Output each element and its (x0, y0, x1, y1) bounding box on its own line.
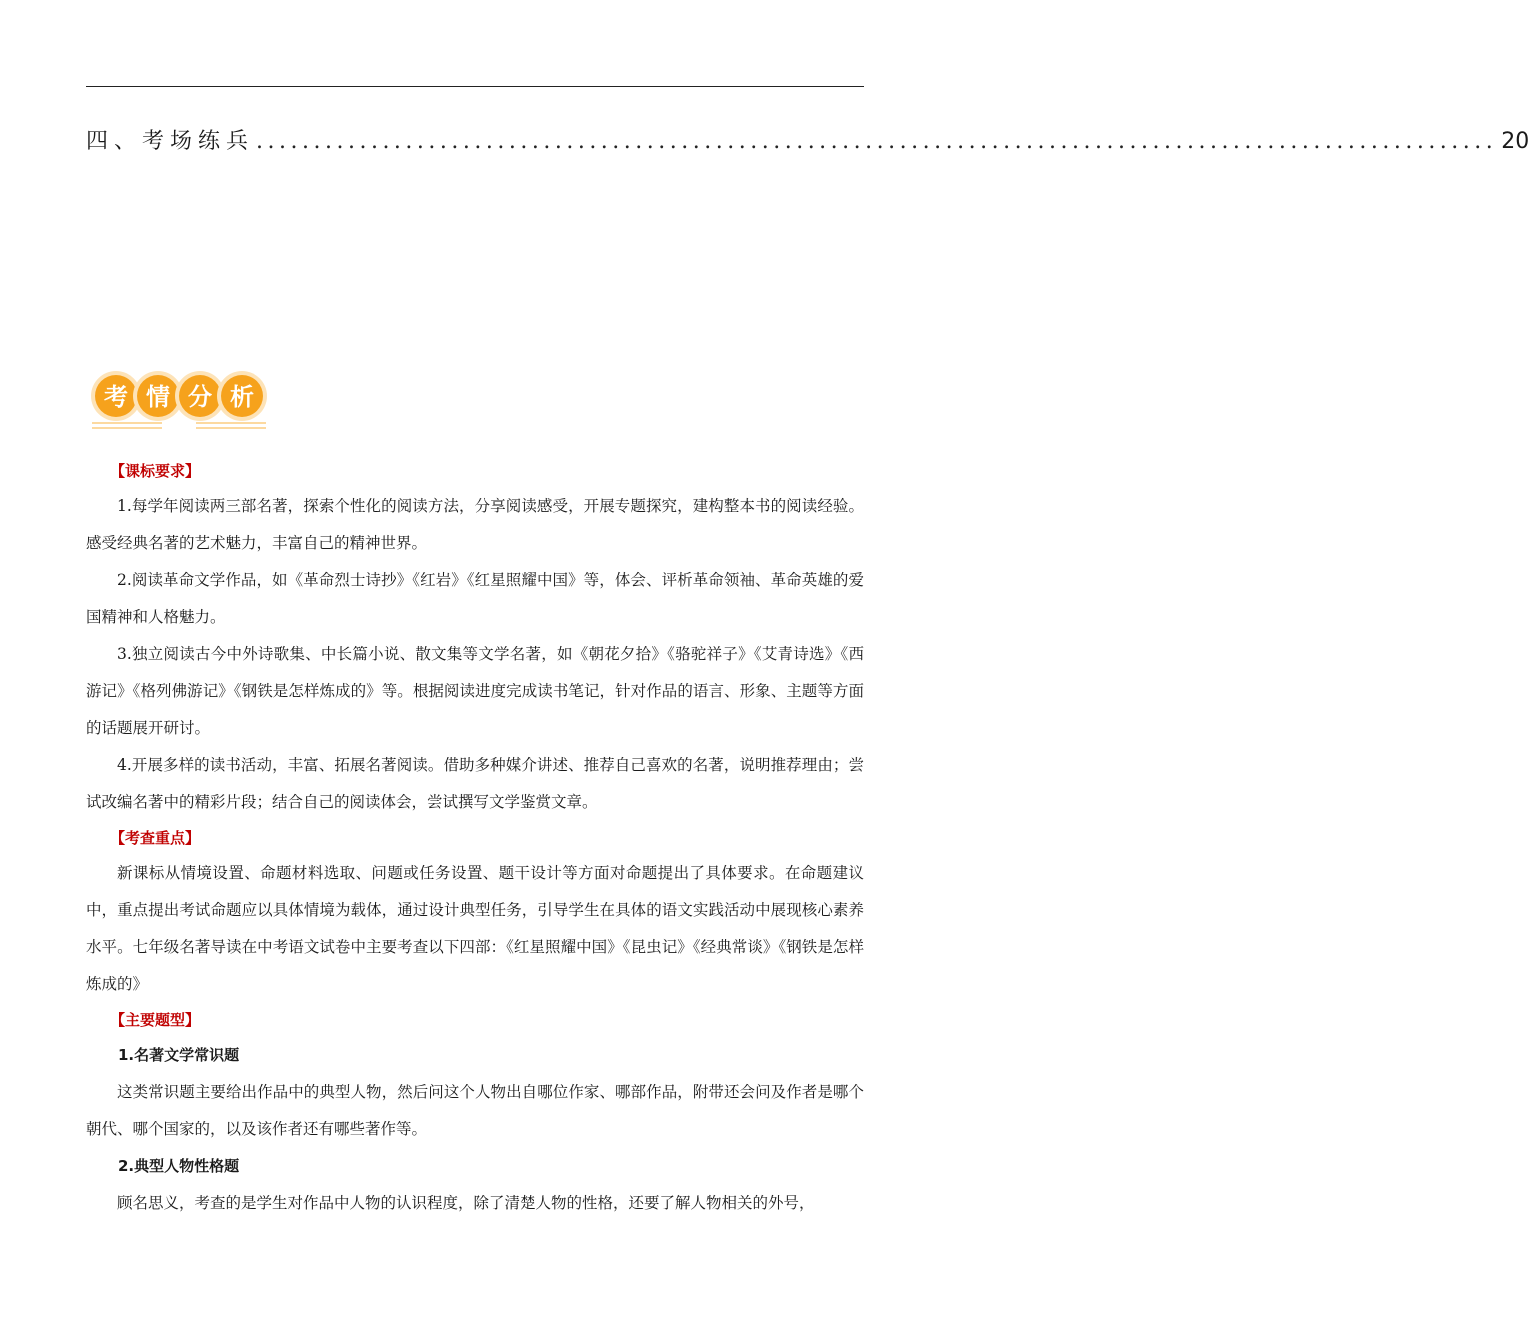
section-badge-kaoqing-fenxi (86, 368, 272, 432)
toc-entry-label: 四、考场练兵 (86, 129, 255, 154)
toc-entry[interactable] (86, 124, 1529, 158)
focus-heading: 【考查重点】 (110, 829, 201, 847)
header-rule (86, 86, 864, 87)
badge-char-4: 析 (230, 383, 254, 411)
toc-page-number: 20 (1501, 129, 1529, 154)
type-2-text: 顾名思义，考查的是学生对作品中人物的认识程度，除了清楚人物的性格，还要了解人物相关的外号， (117, 1194, 815, 1212)
badge-char-3: 分 (188, 383, 212, 411)
badge-char-2: 情 (146, 383, 170, 411)
type-2-title: 2.典型人物性格题 (118, 1157, 240, 1175)
curriculum-item-4: 4.开展多样的读书活动，丰富、拓展名著阅读。借助多种媒介讲述、推荐自己喜欢的名著，说明推荐理由；尝试改编名著中的精彩片段；结合自己的阅读体会，尝试撰写文学鉴赏文章。 (86, 756, 864, 811)
type-1-text: 这类常识题主要给出作品中的典型人物，然后问这个人物出自哪位作家、哪部作品，附带还会问及作者是哪个朝代、哪个国家的，以及该作者还有哪些著作等。 (86, 1083, 864, 1138)
badge-underline (92, 422, 266, 429)
toc-leader-dots: ............................................................................................................ (256, 129, 1498, 154)
type-1-title: 1.名著文学常识题 (118, 1046, 240, 1064)
analysis-content (86, 454, 864, 1222)
curriculum-item-1: 1.每学年阅读两三部名著，探索个性化的阅读方法，分享阅读感受，开展专题探究，建构整本书的阅读经验。感受经典名著的艺术魅力，丰富自己的精神世界。 (86, 497, 864, 552)
badge-char-1: 考 (104, 383, 128, 411)
curriculum-item-3: 3.独立阅读古今中外诗歌集、中长篇小说、散文集等文学名著，如《朝花夕拾》《骆驼祥子》《艾青诗选》《西游记》《格列佛游记》《钢铁是怎样炼成的》等。根据阅读进度完成读书笔记，针对作品的语言、形象、主题等方面的话题展开研讨。 (86, 645, 864, 737)
types-heading: 【主要题型】 (110, 1011, 201, 1029)
badge-circle-4 (217, 371, 267, 421)
focus-text: 新课标从情境设置、命题材料选取、问题或任务设置、题干设计等方面对命题提出了具体要求。在命题建议中，重点提出考试命题应以具体情境为载体，通过设计典型任务，引导学生在具体的语文实践活动中展现核心素养水平。七年级名著导读在中考语文试卷中主要考查以下四部：《红星照耀中国》《昆虫记》《经典常谈》《钢铁是怎样炼成的》 (86, 864, 864, 993)
curriculum-item-2: 2.阅读革命文学作品，如《革命烈士诗抄》《红岩》《红星照耀中国》等，体会、评析革命领袖、革命英雄的爱国精神和人格魅力。 (86, 571, 864, 626)
curriculum-heading: 【课标要求】 (110, 462, 201, 480)
